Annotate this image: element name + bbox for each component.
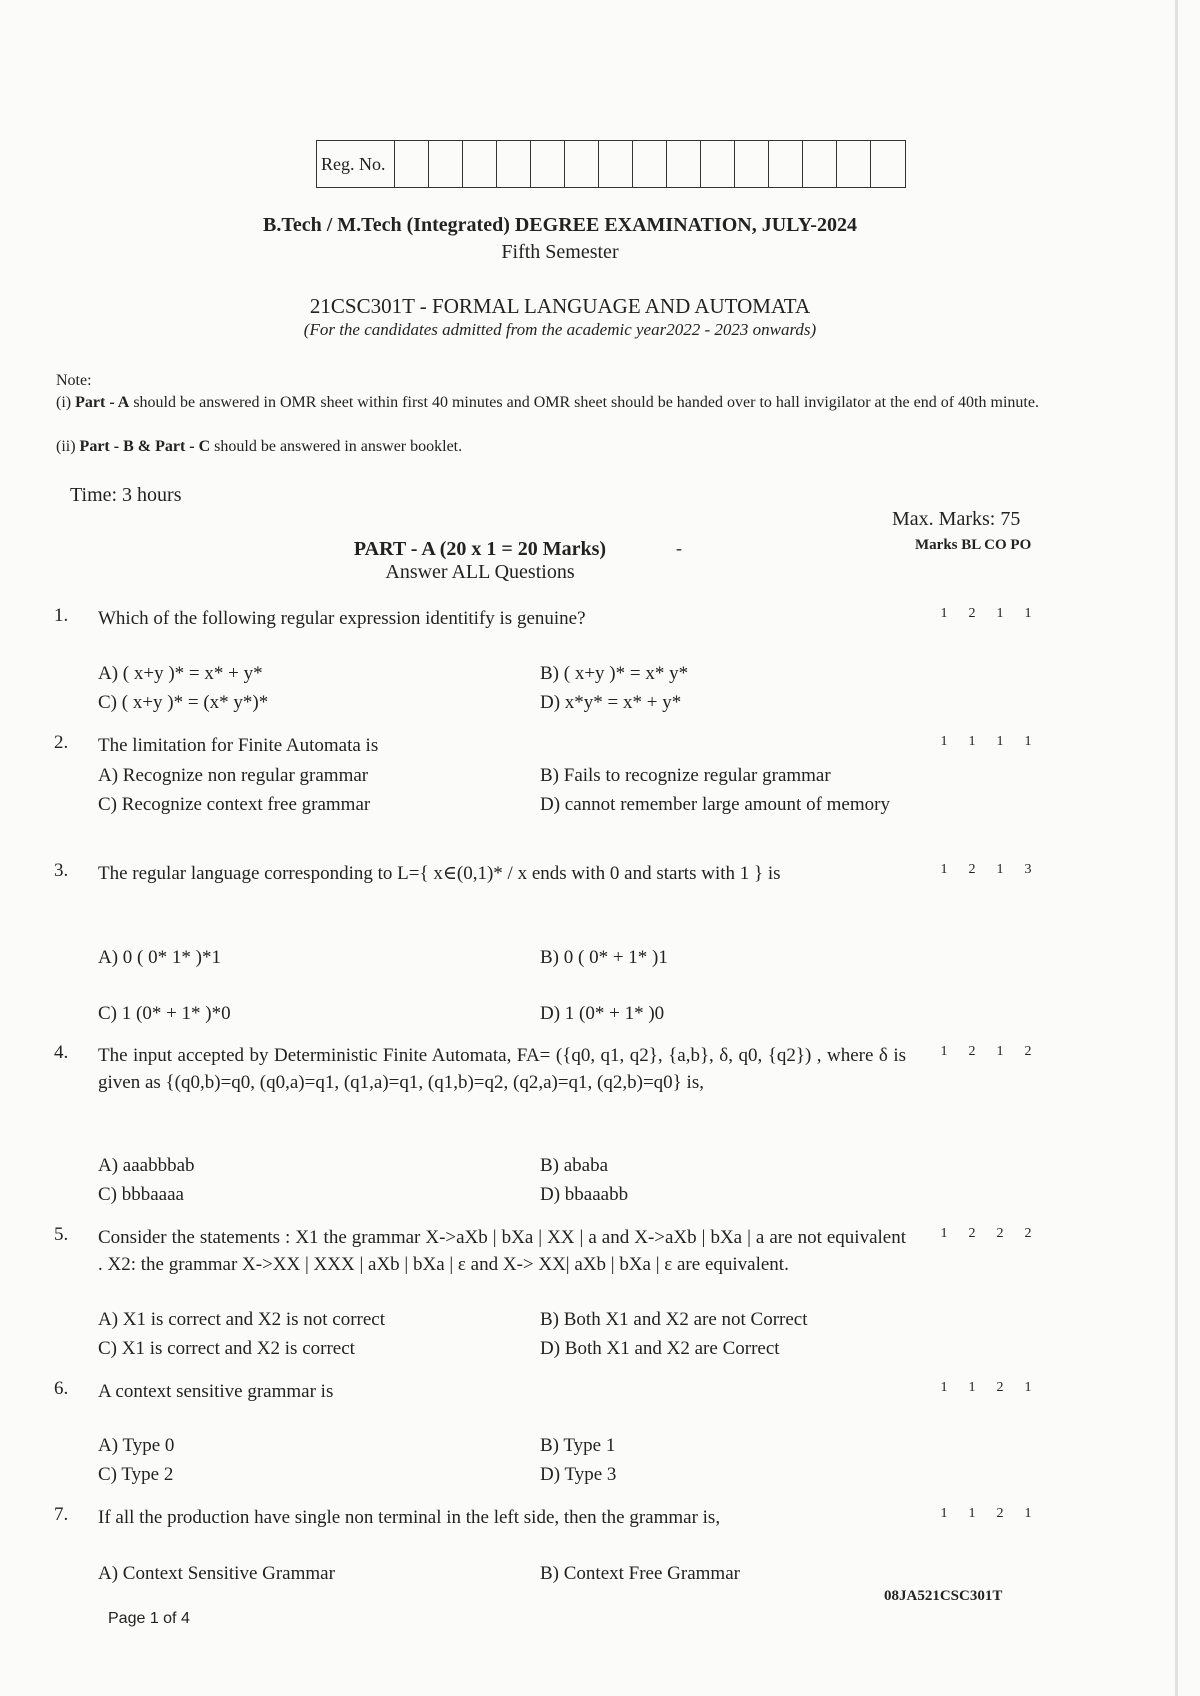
question-meta: 1 1 1 1 bbox=[940, 734, 1032, 749]
note-i-part: Part - A bbox=[75, 394, 130, 411]
reg-no-cell bbox=[701, 141, 735, 187]
reg-no-box bbox=[316, 140, 906, 188]
page-number: Page 1 of 4 bbox=[108, 1610, 190, 1627]
option-c: C) Type 2 bbox=[98, 1464, 174, 1485]
option-b: B) Type 1 bbox=[540, 1435, 616, 1456]
note-i: (i) Part - A should be answered in OMR sheet within first 40 minutes and OMR sheet should be handed over to hall invigilator at the end of 40th minute. bbox=[56, 394, 1039, 411]
option-b: B) Fails to recognize regular grammar bbox=[540, 765, 831, 786]
option-c: C) 1 (0* + 1* )*0 bbox=[98, 1003, 231, 1024]
question-meta: 1 2 2 2 bbox=[940, 1226, 1032, 1241]
option-d: D) 1 (0* + 1* )0 bbox=[540, 1003, 665, 1024]
reg-no-cell bbox=[633, 141, 667, 187]
question-text: The regular language corresponding to L={ x∈(0,1)* / x ends with 0 and starts with 1 } is bbox=[98, 863, 781, 884]
question-text: Which of the following regular expression identitify is genuine? bbox=[98, 608, 586, 629]
option-a: A) ( x+y )* = x* + y* bbox=[98, 663, 263, 684]
exam-title: B.Tech / M.Tech (Integrated) DEGREE EXAMINATION, JULY-2024 bbox=[263, 214, 857, 236]
question-text: If all the production have single non terminal in the left side, then the grammar is, bbox=[98, 1507, 721, 1528]
question-number: 7. bbox=[54, 1504, 69, 1525]
reg-no-cell bbox=[497, 141, 531, 187]
max-marks: Max. Marks: 75 bbox=[892, 508, 1021, 530]
question-number: 4. bbox=[54, 1042, 69, 1063]
option-c: C) bbbaaaa bbox=[98, 1184, 184, 1205]
question-number: 3. bbox=[54, 860, 69, 881]
option-a: A) 0 ( 0* 1* )*1 bbox=[98, 947, 221, 968]
note-ii-part: Part - B & Part - C bbox=[79, 438, 211, 455]
reg-no-cell bbox=[395, 141, 429, 187]
course-title: 21CSC301T - FORMAL LANGUAGE AND AUTOMATA bbox=[309, 294, 811, 318]
option-a: A) X1 is correct and X2 is not correct bbox=[98, 1309, 386, 1330]
option-b: B) ( x+y )* = x* y* bbox=[540, 663, 689, 684]
part-a-title: PART - A (20 x 1 = 20 Marks) bbox=[353, 538, 607, 560]
reg-no-cell bbox=[531, 141, 565, 187]
question-number: 1. bbox=[54, 605, 69, 626]
option-d: D) Both X1 and X2 are Correct bbox=[540, 1338, 780, 1359]
option-c: C) ( x+y )* = (x* y*)* bbox=[98, 692, 269, 713]
option-d: D) x*y* = x* + y* bbox=[540, 692, 682, 713]
reg-no-cell bbox=[463, 141, 497, 187]
option-a: A) aaabbbab bbox=[98, 1155, 195, 1176]
stray-mark: - bbox=[676, 538, 682, 558]
reg-no-cell bbox=[565, 141, 599, 187]
option-a: A) Recognize non regular grammar bbox=[98, 765, 369, 786]
question-meta: 1 2 1 3 bbox=[940, 862, 1032, 877]
reg-no-label: Reg. No. bbox=[317, 141, 395, 187]
reg-no-cell bbox=[769, 141, 803, 187]
page-edge-shadow bbox=[1175, 0, 1178, 1696]
reg-no-cell bbox=[667, 141, 701, 187]
option-b: B) ababa bbox=[540, 1155, 609, 1176]
reg-no-cell bbox=[803, 141, 837, 187]
option-a: A) Context Sensitive Grammar bbox=[98, 1563, 335, 1584]
option-d: D) Type 3 bbox=[540, 1464, 617, 1485]
admission-note: (For the candidates admitted from the academic year2022 - 2023 onwards) bbox=[303, 320, 817, 339]
reg-no-cell bbox=[837, 141, 871, 187]
marks-header: Marks BL CO PO bbox=[915, 537, 1032, 553]
option-d: D) cannot remember large amount of memory bbox=[540, 794, 890, 815]
note-title: Note: bbox=[56, 372, 92, 389]
question-meta: 1 1 2 1 bbox=[940, 1506, 1032, 1521]
option-b: B) 0 ( 0* + 1* )1 bbox=[540, 947, 668, 968]
option-a: A) Type 0 bbox=[98, 1435, 175, 1456]
question-text: The input accepted by Deterministic Finite Automata, FA= ({q0, q1, q2}, {a,b}, δ, q0, {q2}) , where δ is given as {(q0,b)=q0, (q0,a)=q1, (q1,a)=q1, (q1,b)=q2, (q2,a)=q1, (q2,b)=q0} is, bbox=[98, 1045, 906, 1093]
part-a-subtitle: Answer ALL Questions bbox=[385, 561, 575, 583]
part-a-heading bbox=[280, 538, 680, 584]
exam-time: Time: 3 hours bbox=[70, 484, 182, 506]
reg-no-cell bbox=[735, 141, 769, 187]
question-text: Consider the statements : X1 the grammar X->aXb | bXa | XX | a and X->aXb | bXa | a are not equivalent . X2: the grammar X->XX | XXX | aXb | bXa | ε and X-> XX| aXb | bXa | ε are equivalent. bbox=[98, 1227, 906, 1275]
reg-no-cell bbox=[871, 141, 905, 187]
option-b: B) Context Free Grammar bbox=[540, 1563, 740, 1584]
question-meta: 1 2 1 1 bbox=[940, 606, 1032, 621]
option-c: C) Recognize context free grammar bbox=[98, 794, 371, 815]
question-number: 6. bbox=[54, 1378, 69, 1399]
question-number: 5. bbox=[54, 1224, 69, 1245]
question-meta: 1 2 1 2 bbox=[940, 1044, 1032, 1059]
question-number: 2. bbox=[54, 732, 69, 753]
reg-no-cell bbox=[599, 141, 633, 187]
option-b: B) Both X1 and X2 are not Correct bbox=[540, 1309, 808, 1330]
option-c: C) X1 is correct and X2 is correct bbox=[98, 1338, 355, 1359]
option-d: D) bbaaabb bbox=[540, 1184, 629, 1205]
semester: Fifth Semester bbox=[501, 241, 619, 263]
reg-no-cell bbox=[429, 141, 463, 187]
question-text: The limitation for Finite Automata is bbox=[98, 735, 379, 756]
paper-code: 08JA521CSC301T bbox=[884, 1588, 1003, 1604]
question-text: A context sensitive grammar is bbox=[98, 1381, 334, 1402]
question-meta: 1 1 2 1 bbox=[940, 1380, 1032, 1395]
note-ii: (ii) Part - B & Part - C should be answered in answer booklet. bbox=[56, 438, 463, 455]
